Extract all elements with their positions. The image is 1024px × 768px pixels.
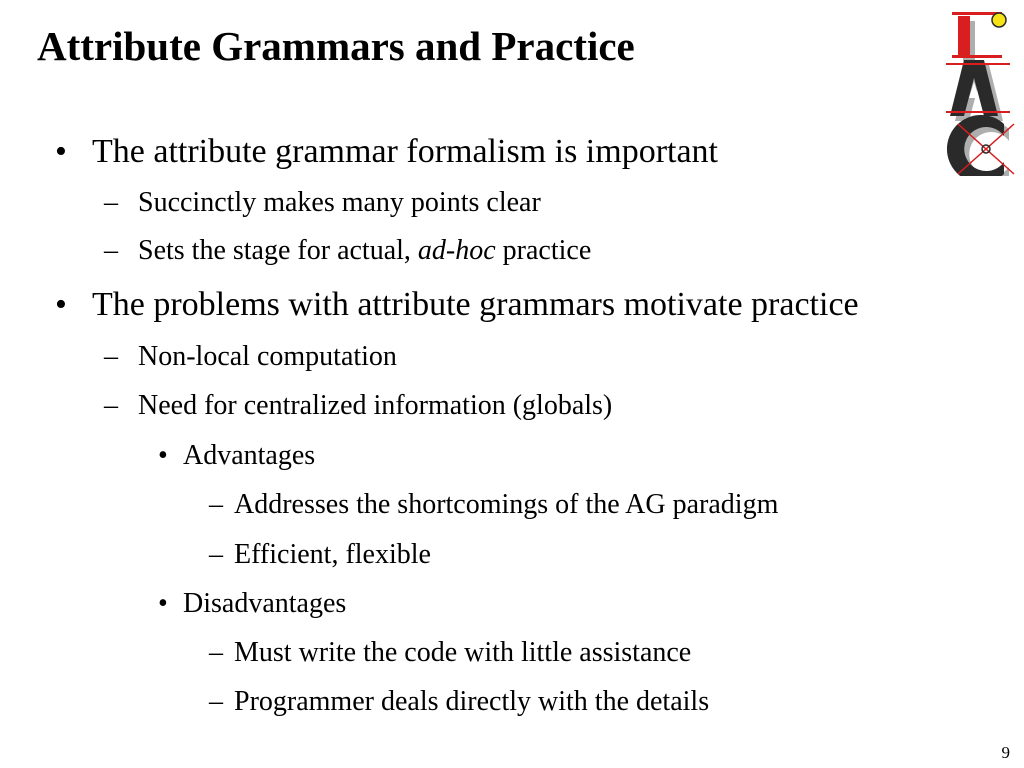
sub-bullet-item: Succinctly makes many points clear <box>138 187 541 218</box>
emphasis-text: ad-hoc <box>417 235 496 266</box>
deep-bullet-item: Addresses the shortcomings of the AG paradigm <box>234 489 779 520</box>
bullet-marker: • <box>55 286 67 323</box>
bullet-item: The attribute grammar formalism is important <box>92 133 718 170</box>
dash-marker: – <box>209 637 223 668</box>
bullet-marker: • <box>55 133 67 170</box>
dash-marker: – <box>104 390 118 421</box>
bullet-item: The problems with attribute grammars motivate practice <box>92 286 859 323</box>
sub-sub-bullet-item: Disadvantages <box>183 588 347 619</box>
dash-marker: – <box>209 539 223 570</box>
deep-bullet-item: Efficient, flexible <box>234 539 431 570</box>
sub-bullet-item <box>138 234 591 268</box>
dash-marker: – <box>209 686 223 717</box>
page-number: 9 <box>1001 743 1010 762</box>
sub-bullet-item: Need for centralized information (globals) <box>138 390 613 421</box>
dash-marker: – <box>104 187 118 218</box>
bullet-marker: • <box>158 440 168 471</box>
dash-marker: – <box>104 341 118 372</box>
bullet-marker: • <box>158 588 168 619</box>
deep-bullet-item: Must write the code with little assistance <box>234 637 692 668</box>
logo-red-bar <box>958 16 970 56</box>
dash-marker: – <box>209 489 223 520</box>
sub-sub-bullet-item: Advantages <box>183 440 316 471</box>
sub-bullet-item: Non-local computation <box>138 341 397 372</box>
sub-bullet-text: practice <box>495 235 592 266</box>
iaic-logo-icon <box>938 6 1022 176</box>
deep-bullet-item: Programmer deals directly with the details <box>234 686 710 717</box>
sub-bullet-text: Sets the stage for actual, <box>138 235 418 266</box>
dash-marker: – <box>104 235 118 266</box>
slide-title: Attribute Grammars and Practice <box>37 23 635 69</box>
